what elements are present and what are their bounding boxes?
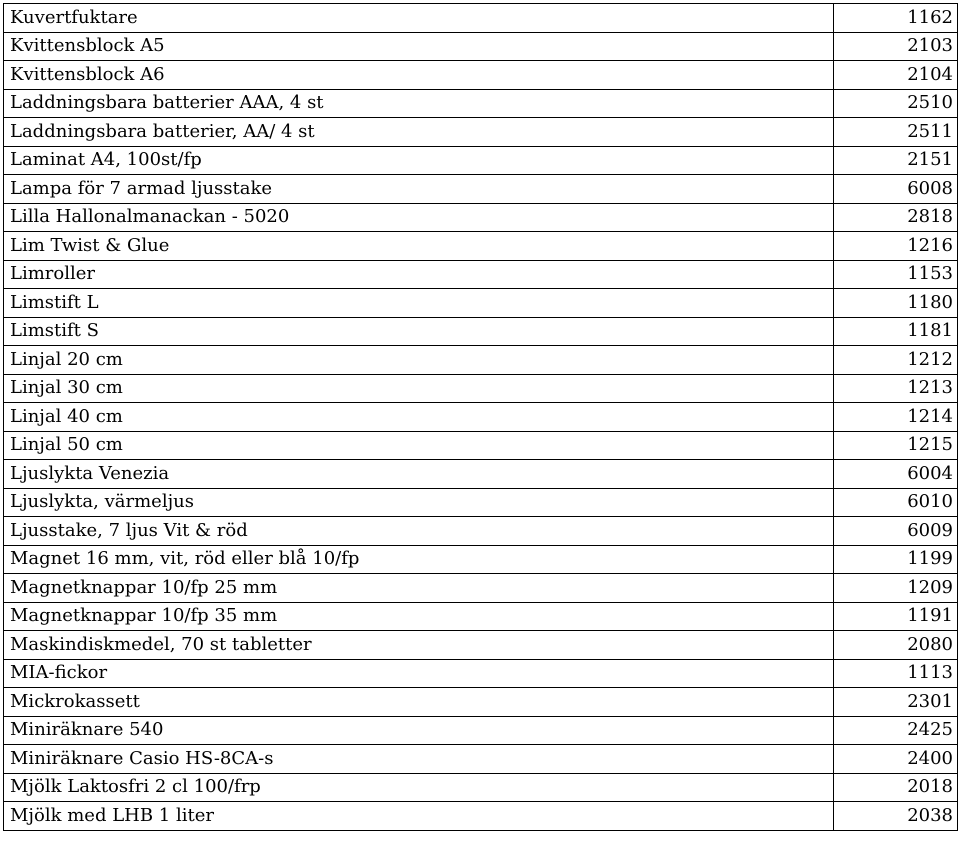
product-name-cell: Ljusstake, 7 ljus Vit & röd [4,517,834,546]
product-code-cell: 1113 [834,659,958,688]
table-row [4,289,958,318]
table-row [4,773,958,802]
product-code-cell: 1216 [834,232,958,261]
product-name-cell: Ljuslykta Venezia [4,460,834,489]
product-name-cell: Magnet 16 mm, vit, röd eller blå 10/fp [4,545,834,574]
product-code-cell: 1212 [834,346,958,375]
product-name-cell: Lilla Hallonalmanackan - 5020 [4,203,834,232]
product-name-cell: Laddningsbara batterier, AA/ 4 st [4,118,834,147]
product-code-cell: 2818 [834,203,958,232]
table-row [4,118,958,147]
product-code-cell: 2018 [834,773,958,802]
product-name-cell: Kvittensblock A6 [4,61,834,90]
product-name-cell: Magnetknappar 10/fp 35 mm [4,602,834,631]
product-name-cell: Lampa för 7 armad ljusstake [4,175,834,204]
product-name-cell: Mjölk Laktosfri 2 cl 100/frp [4,773,834,802]
product-name-cell: Limstift S [4,317,834,346]
product-code-cell: 2510 [834,89,958,118]
table-row [4,4,958,33]
product-name-cell: MIA-fickor [4,659,834,688]
product-code-cell: 2511 [834,118,958,147]
product-code-cell: 1213 [834,374,958,403]
product-name-cell: Mickrokassett [4,688,834,717]
table-row [4,175,958,204]
product-code-cell: 1153 [834,260,958,289]
table-row [4,374,958,403]
product-code-cell: 2038 [834,802,958,831]
product-name-cell: Ljuslykta, värmeljus [4,488,834,517]
table-row [4,146,958,175]
table-row [4,517,958,546]
product-code-cell: 6009 [834,517,958,546]
product-name-cell: Linjal 40 cm [4,403,834,432]
product-name-cell: Kvittensblock A5 [4,32,834,61]
table-row [4,61,958,90]
table-row [4,688,958,717]
table-row [4,346,958,375]
product-name-cell: Linjal 20 cm [4,346,834,375]
table-row [4,631,958,660]
table-row [4,745,958,774]
table-row [4,89,958,118]
product-name-cell: Maskindiskmedel, 70 st tabletter [4,631,834,660]
table-row [4,488,958,517]
product-name-cell: Miniräknare 540 [4,716,834,745]
product-code-cell: 1214 [834,403,958,432]
table-row [4,203,958,232]
table-row [4,317,958,346]
table-row [4,460,958,489]
product-code-cell: 1199 [834,545,958,574]
product-code-cell: 2301 [834,688,958,717]
product-name-cell: Laminat A4, 100st/fp [4,146,834,175]
product-code-cell: 2151 [834,146,958,175]
product-name-cell: Mjölk med LHB 1 liter [4,802,834,831]
product-name-cell: Lim Twist & Glue [4,232,834,261]
product-code-cell: 1181 [834,317,958,346]
table-row [4,545,958,574]
product-code-cell: 2080 [834,631,958,660]
product-name-cell: Miniräknare Casio HS-8CA-s [4,745,834,774]
product-code-cell: 1180 [834,289,958,318]
product-code-cell: 2103 [834,32,958,61]
product-code-cell: 1215 [834,431,958,460]
table-row [4,659,958,688]
product-code-cell: 1191 [834,602,958,631]
product-name-cell: Limstift L [4,289,834,318]
product-name-cell: Linjal 50 cm [4,431,834,460]
table-row [4,431,958,460]
table-row [4,716,958,745]
product-code-cell: 6008 [834,175,958,204]
product-code-cell: 6010 [834,488,958,517]
product-code-cell: 1209 [834,574,958,603]
product-name-cell: Limroller [4,260,834,289]
product-name-cell: Laddningsbara batterier AAA, 4 st [4,89,834,118]
product-code-cell: 2104 [834,61,958,90]
table-row [4,802,958,831]
table-row [4,602,958,631]
table-row [4,260,958,289]
product-table-body [4,4,958,831]
product-table [3,3,958,831]
table-row [4,32,958,61]
table-row [4,574,958,603]
table-row [4,232,958,261]
table-row [4,403,958,432]
product-name-cell: Magnetknappar 10/fp 25 mm [4,574,834,603]
product-code-cell: 2425 [834,716,958,745]
product-code-cell: 6004 [834,460,958,489]
product-name-cell: Kuvertfuktare [4,4,834,33]
product-code-cell: 2400 [834,745,958,774]
product-name-cell: Linjal 30 cm [4,374,834,403]
product-code-cell: 1162 [834,4,958,33]
